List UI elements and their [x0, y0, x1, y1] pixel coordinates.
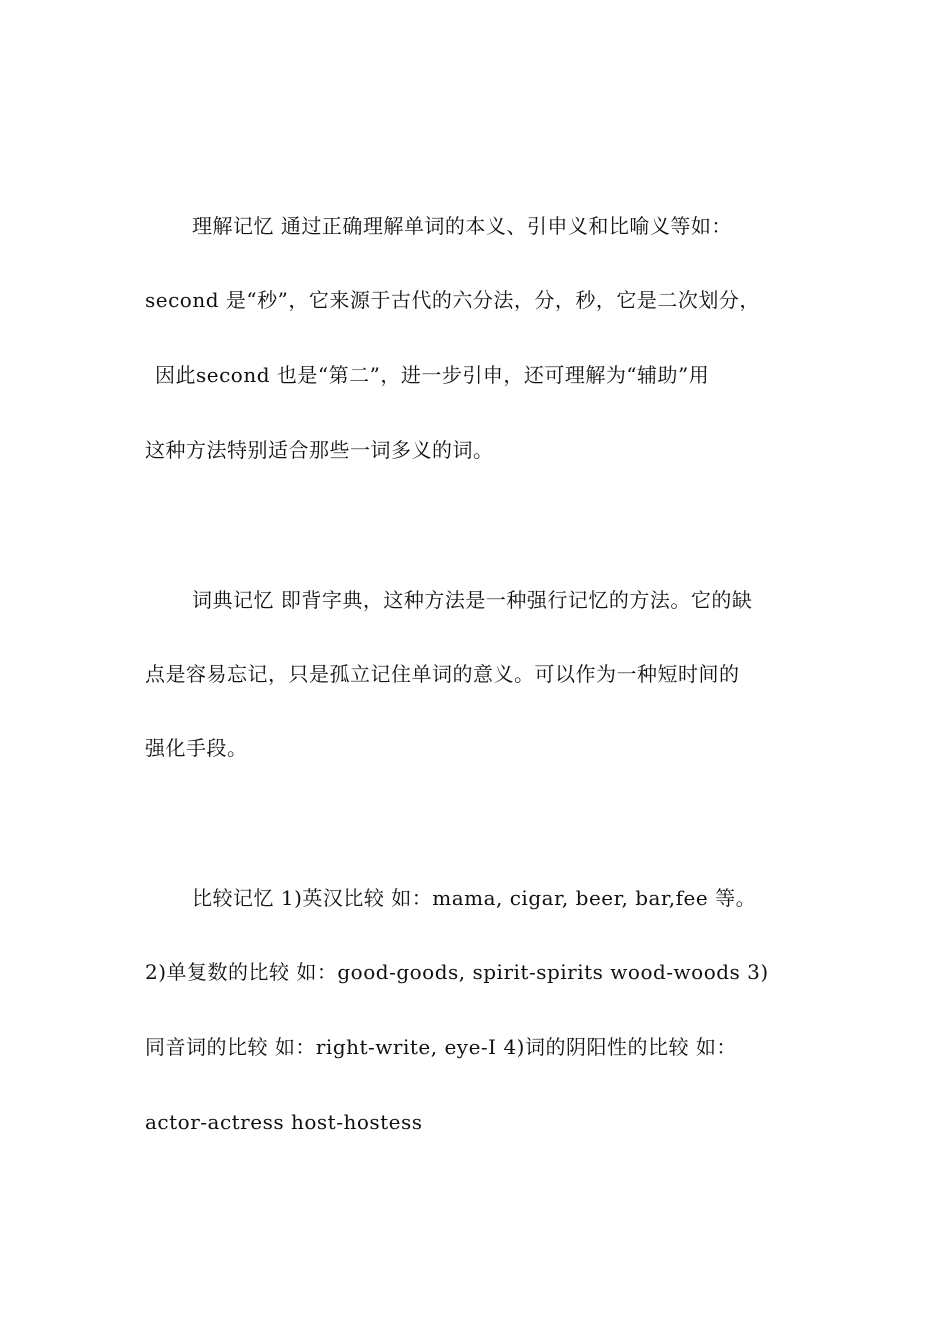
paragraph-line: 强化手段。: [145, 736, 248, 760]
paragraph-line: actor-actress host-hostess: [145, 1110, 423, 1134]
paragraph-line: 理解记忆 通过正确理解单词的本义、引申义和比喻义等如：: [192, 214, 732, 238]
paragraph-line: 同音词的比较 如：right-write, eye-I 4)词的阴阳性的比较 如：: [145, 1035, 737, 1059]
paragraph-line: 比较记忆 1)英汉比较 如：mama, cigar, beer, bar,fee 等。: [192, 886, 757, 910]
paragraph-line: 2)单复数的比较 如：good-goods, spirit-spirits wood-woods 3): [145, 960, 769, 984]
paragraph-line: 点是容易忘记，只是孤立记住单词的意义。可以作为一种短时间的: [145, 662, 740, 686]
paragraph-line: 这种方法特别适合那些一词多义的词。: [145, 438, 494, 462]
paragraph-line: second 是“秒”，它来源于古代的六分法，分，秒，它是二次划分，: [145, 288, 760, 312]
paragraph-line: 因此second 也是“第二”，进一步引申，还可理解为“辅助”用: [155, 363, 710, 387]
paragraph-line: 词典记忆 即背字典，这种方法是一种强行记忆的方法。它的缺: [192, 588, 753, 612]
